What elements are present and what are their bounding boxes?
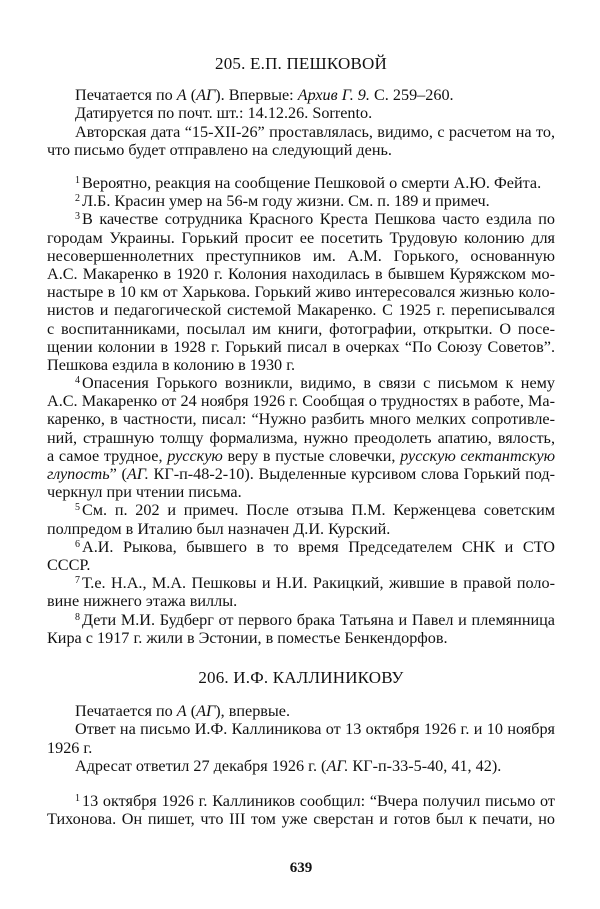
footnote-line: СССР.: [47, 555, 91, 574]
footnote-line: нистов и педагогической системой Макаренко. С 1925 г. переписывался: [47, 301, 555, 320]
section-206-notes: [47, 702, 555, 776]
footnote-line: Тихонова. Он пишет, что III том уже сверстан и готов был к печати, но: [47, 810, 555, 829]
note-line: Датируется по почт. шт.: 14.12.26. Sorrento.: [75, 104, 373, 123]
footnote-line: Пешкова ездила в колонию в 1930 г.: [47, 355, 296, 374]
footnote-line: а самое трудное, русскую веру в пустые словечки, русскую сектантскую: [47, 446, 555, 465]
footnote-line: Кира с 1917 г. жили в Эстонии, в поместье Бенкендорфов.: [47, 628, 448, 647]
footnote-2: $^2$ Л.Б. Красин умер на 56-м году жизни. См. п. 189 и примеч.: [75, 192, 490, 211]
footnote-line: щении колонии в 1928 г. Горький писал в очерках “По Союзу Советов”.: [47, 337, 555, 356]
note-line: что письмо будет отправлено на следующий день.: [47, 141, 392, 160]
note-line: 1926 г.: [47, 738, 93, 757]
footnote-7: $^7$ Т.е. Н.А., М.А. Пешковы и Н.И. Ракицкий, жившие в правой поло-: [75, 574, 555, 593]
section-heading-205: 205. Е.П. ПЕШКОВОЙ: [215, 54, 387, 73]
section-heading-206: 206. И.Ф. КАЛЛИНИКОВУ: [198, 668, 404, 687]
note-line: Печатается по А (АГ). Впервые: Архив Г. 9. С. 259–260.: [75, 86, 454, 104]
note-line: Ответ на письмо И.Ф. Каллиникова от 13 октября 1926 г. и 10 ноября: [75, 720, 555, 739]
footnote-1: $^1$ Вероятно, реакция на сообщение Пешковой о смерти А.Ю. Фейта.: [75, 174, 542, 192]
footnote-line: несовершеннолетних преступников им. А.М. Горького, основанную: [47, 246, 555, 265]
footnote-line: черкнул при чтении письма.: [47, 483, 242, 502]
footnote-line: настыре в 10 км от Харькова. Горький живо интересовался жизнью коло-: [47, 283, 555, 302]
footnote-4: $^4$ Опасения Горького возникли, видимо, в связи с письмом к нему: [75, 374, 555, 393]
footnote-line: глупость” (АГ. КГ-п-48-2-10). Выделенные курсивом слова Горький под-: [47, 465, 556, 483]
footnote-3: $^3$ В качестве сотрудника Красного Креста Пешкова часто ездила по: [75, 210, 555, 229]
section-205-notes: [47, 86, 555, 160]
footnote-line: ний, страшную толщу формализма, нужно преодолеть апатию, вялость,: [47, 428, 555, 447]
footnote-8: $^8$ Дети М.И. Будберг от первого брака Татьяна и Павел и племянница: [75, 610, 555, 629]
footnote-line: городам Украины. Горький просит ее посетить Трудовую колонию для: [47, 228, 555, 247]
footnote-6: $^6$ А.И. Рыкова, бывшего в то время Председателем СНК и СТО: [75, 537, 555, 556]
footnote-line: каренко, в частности, писал: “Нужно разбить много мелких сопротивле-: [47, 410, 555, 429]
section-206-footnotes: [47, 792, 555, 828]
footnote-line: вине нижнего этажа виллы.: [47, 592, 238, 611]
page-number: 639: [289, 860, 313, 876]
note-line: Авторская дата “15-XII-26” проставлялась, видимо, с расчетом на то,: [75, 122, 555, 141]
footnote-line: А.С. Макаренко от 24 ноября 1926 г. Сообщая о трудностях в работе, Ма-: [47, 392, 555, 411]
footnote-5: $^5$ См. п. 202 и примеч. После отзыва П.М. Керженцева советским: [75, 501, 555, 520]
section-205-footnotes: [47, 174, 555, 647]
footnote-line: А.С. Макаренко в 1920 г. Колония находилась в бывшем Куряжском мо-: [47, 264, 555, 283]
note-line: Печатается по А (АГ), впервые.: [75, 702, 291, 720]
footnote-1: $^1$ 13 октября 1926 г. Каллиников сообщил: “Вчера получил письмо от: [75, 792, 555, 810]
note-line: Адресат ответил 27 декабря 1926 г. (АГ. КГ-п-33-5-40, 41, 42).: [75, 757, 502, 776]
footnote-line: полпредом в Италию был назначен Д.И. Курский.: [47, 519, 391, 538]
footnote-line: с воспитанниками, посылал им книги, фотографии, открытки. О посе-: [47, 319, 555, 338]
